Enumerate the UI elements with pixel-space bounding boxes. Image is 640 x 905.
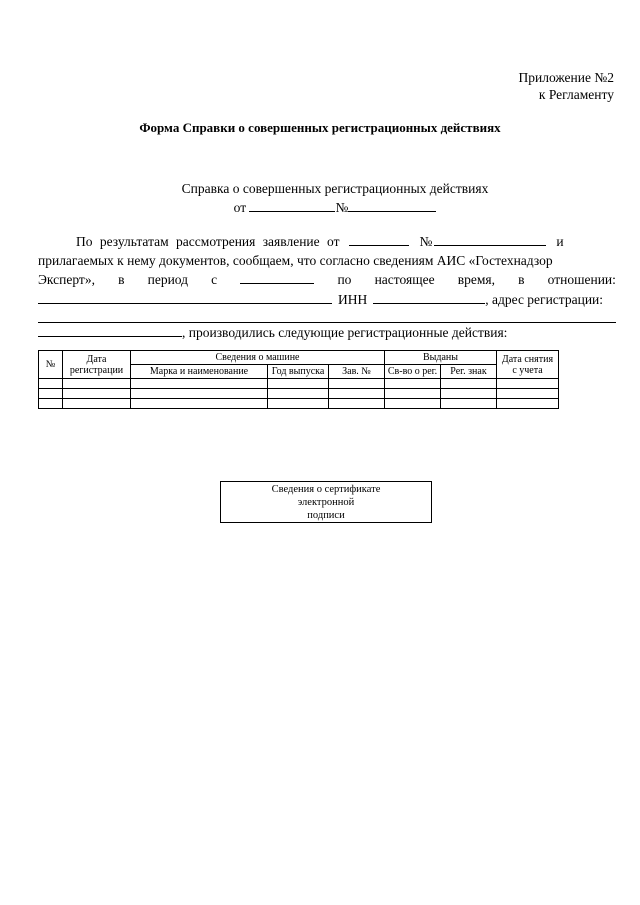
body-line-1	[38, 232, 616, 252]
table-cell[interactable]	[497, 399, 559, 409]
body-l3-word: в	[118, 272, 125, 287]
col-brand-header: Марка и наименование	[131, 365, 268, 379]
address-label: , адрес регистрации:	[485, 291, 604, 307]
table-row	[39, 399, 559, 409]
col-dereg-header: Дата снятия с учета	[497, 351, 559, 379]
table-cell[interactable]	[39, 389, 63, 399]
table-cell[interactable]	[441, 399, 497, 409]
appendix-label	[519, 69, 614, 103]
col-machine-header: Сведения о машине	[131, 351, 385, 365]
body-l3-word: Эксперт»,	[38, 272, 95, 287]
body-l1-num: №	[419, 234, 433, 249]
number-label: №	[335, 200, 349, 215]
table-cell[interactable]	[497, 389, 559, 399]
table-cell[interactable]	[385, 399, 441, 409]
body-line-2	[38, 252, 616, 271]
from-label: от	[233, 200, 247, 215]
body-l1-start: По результатам рассмотрения заявление от	[76, 234, 340, 249]
body-line-5	[38, 309, 616, 323]
table-cell[interactable]	[329, 379, 385, 389]
certificate-date-number	[0, 198, 640, 217]
table-cell[interactable]	[131, 389, 268, 399]
table-cell[interactable]	[385, 379, 441, 389]
body-line-3	[38, 270, 616, 290]
number-blank	[348, 198, 436, 212]
table-cell[interactable]	[39, 399, 63, 409]
signature-info-box	[220, 481, 432, 523]
address-blank-end	[38, 323, 182, 337]
col-num-header: №	[39, 351, 63, 379]
application-number-blank	[434, 232, 546, 246]
body-l3-word: с	[211, 272, 218, 287]
table-cell[interactable]	[329, 389, 385, 399]
signature-line-3: подписи	[307, 510, 345, 521]
col-cert-header: Св-во о рег.	[385, 365, 441, 379]
body-l3-word: время,	[457, 272, 495, 287]
table-cell[interactable]	[131, 399, 268, 409]
table-cell[interactable]	[39, 379, 63, 389]
signature-line-2: электронной	[297, 497, 355, 508]
body-l1-end: и	[556, 234, 564, 249]
body-l3-word: по	[337, 272, 352, 287]
col-issued-header: Выданы	[385, 351, 497, 365]
table-cell[interactable]	[497, 379, 559, 389]
form-title: Форма Справки о совершенных регистрационных действиях	[139, 120, 501, 135]
table-cell[interactable]	[131, 379, 268, 389]
registration-table	[38, 350, 559, 409]
appendix-reference: к Регламенту	[538, 87, 614, 102]
body-l3-word: период	[147, 272, 189, 287]
table-cell[interactable]	[441, 379, 497, 389]
address-blank	[38, 309, 616, 323]
col-plate-header: Рег. знак	[441, 365, 497, 379]
table-cell[interactable]	[441, 389, 497, 399]
period-start-blank	[240, 270, 314, 284]
date-blank	[249, 198, 335, 212]
table-cell[interactable]	[63, 399, 131, 409]
col-year-header: Год выпуска	[268, 365, 329, 379]
col-date-header: Дата регистрации	[63, 351, 131, 379]
appendix-number: Приложение №2	[518, 70, 614, 85]
col-serial-header: Зав. №	[329, 365, 385, 379]
body-paragraph	[38, 232, 616, 343]
body-l2: прилагаемых к нему документов, сообщаем, что согласно сведениям АИС «Гостехнадзор	[38, 252, 553, 268]
body-line-6	[38, 323, 616, 343]
table-cell[interactable]	[63, 379, 131, 389]
owner-name-blank	[38, 290, 332, 304]
signature-line-1: Сведения о сертификате	[271, 484, 381, 495]
table-cell[interactable]	[268, 389, 329, 399]
table-cell[interactable]	[329, 399, 385, 409]
body-l6: , производились следующие регистрационные действия:	[182, 325, 508, 340]
inn-label: ИНН	[338, 291, 368, 307]
inn-blank	[373, 290, 485, 304]
body-l3-word: настоящее	[374, 272, 435, 287]
table-cell[interactable]	[268, 379, 329, 389]
table-cell[interactable]	[268, 399, 329, 409]
certificate-header	[0, 180, 640, 217]
body-line-4	[38, 290, 616, 310]
table-cell[interactable]	[63, 389, 131, 399]
certificate-title: Справка о совершенных регистрационных действиях	[181, 181, 489, 196]
table-row	[39, 379, 559, 389]
table-row	[39, 389, 559, 399]
table-header-row	[39, 351, 559, 365]
body-l3-word: отношении:	[547, 272, 616, 287]
application-date-blank	[349, 232, 409, 246]
table-cell[interactable]	[385, 389, 441, 399]
body-l3-word: в	[518, 272, 525, 287]
